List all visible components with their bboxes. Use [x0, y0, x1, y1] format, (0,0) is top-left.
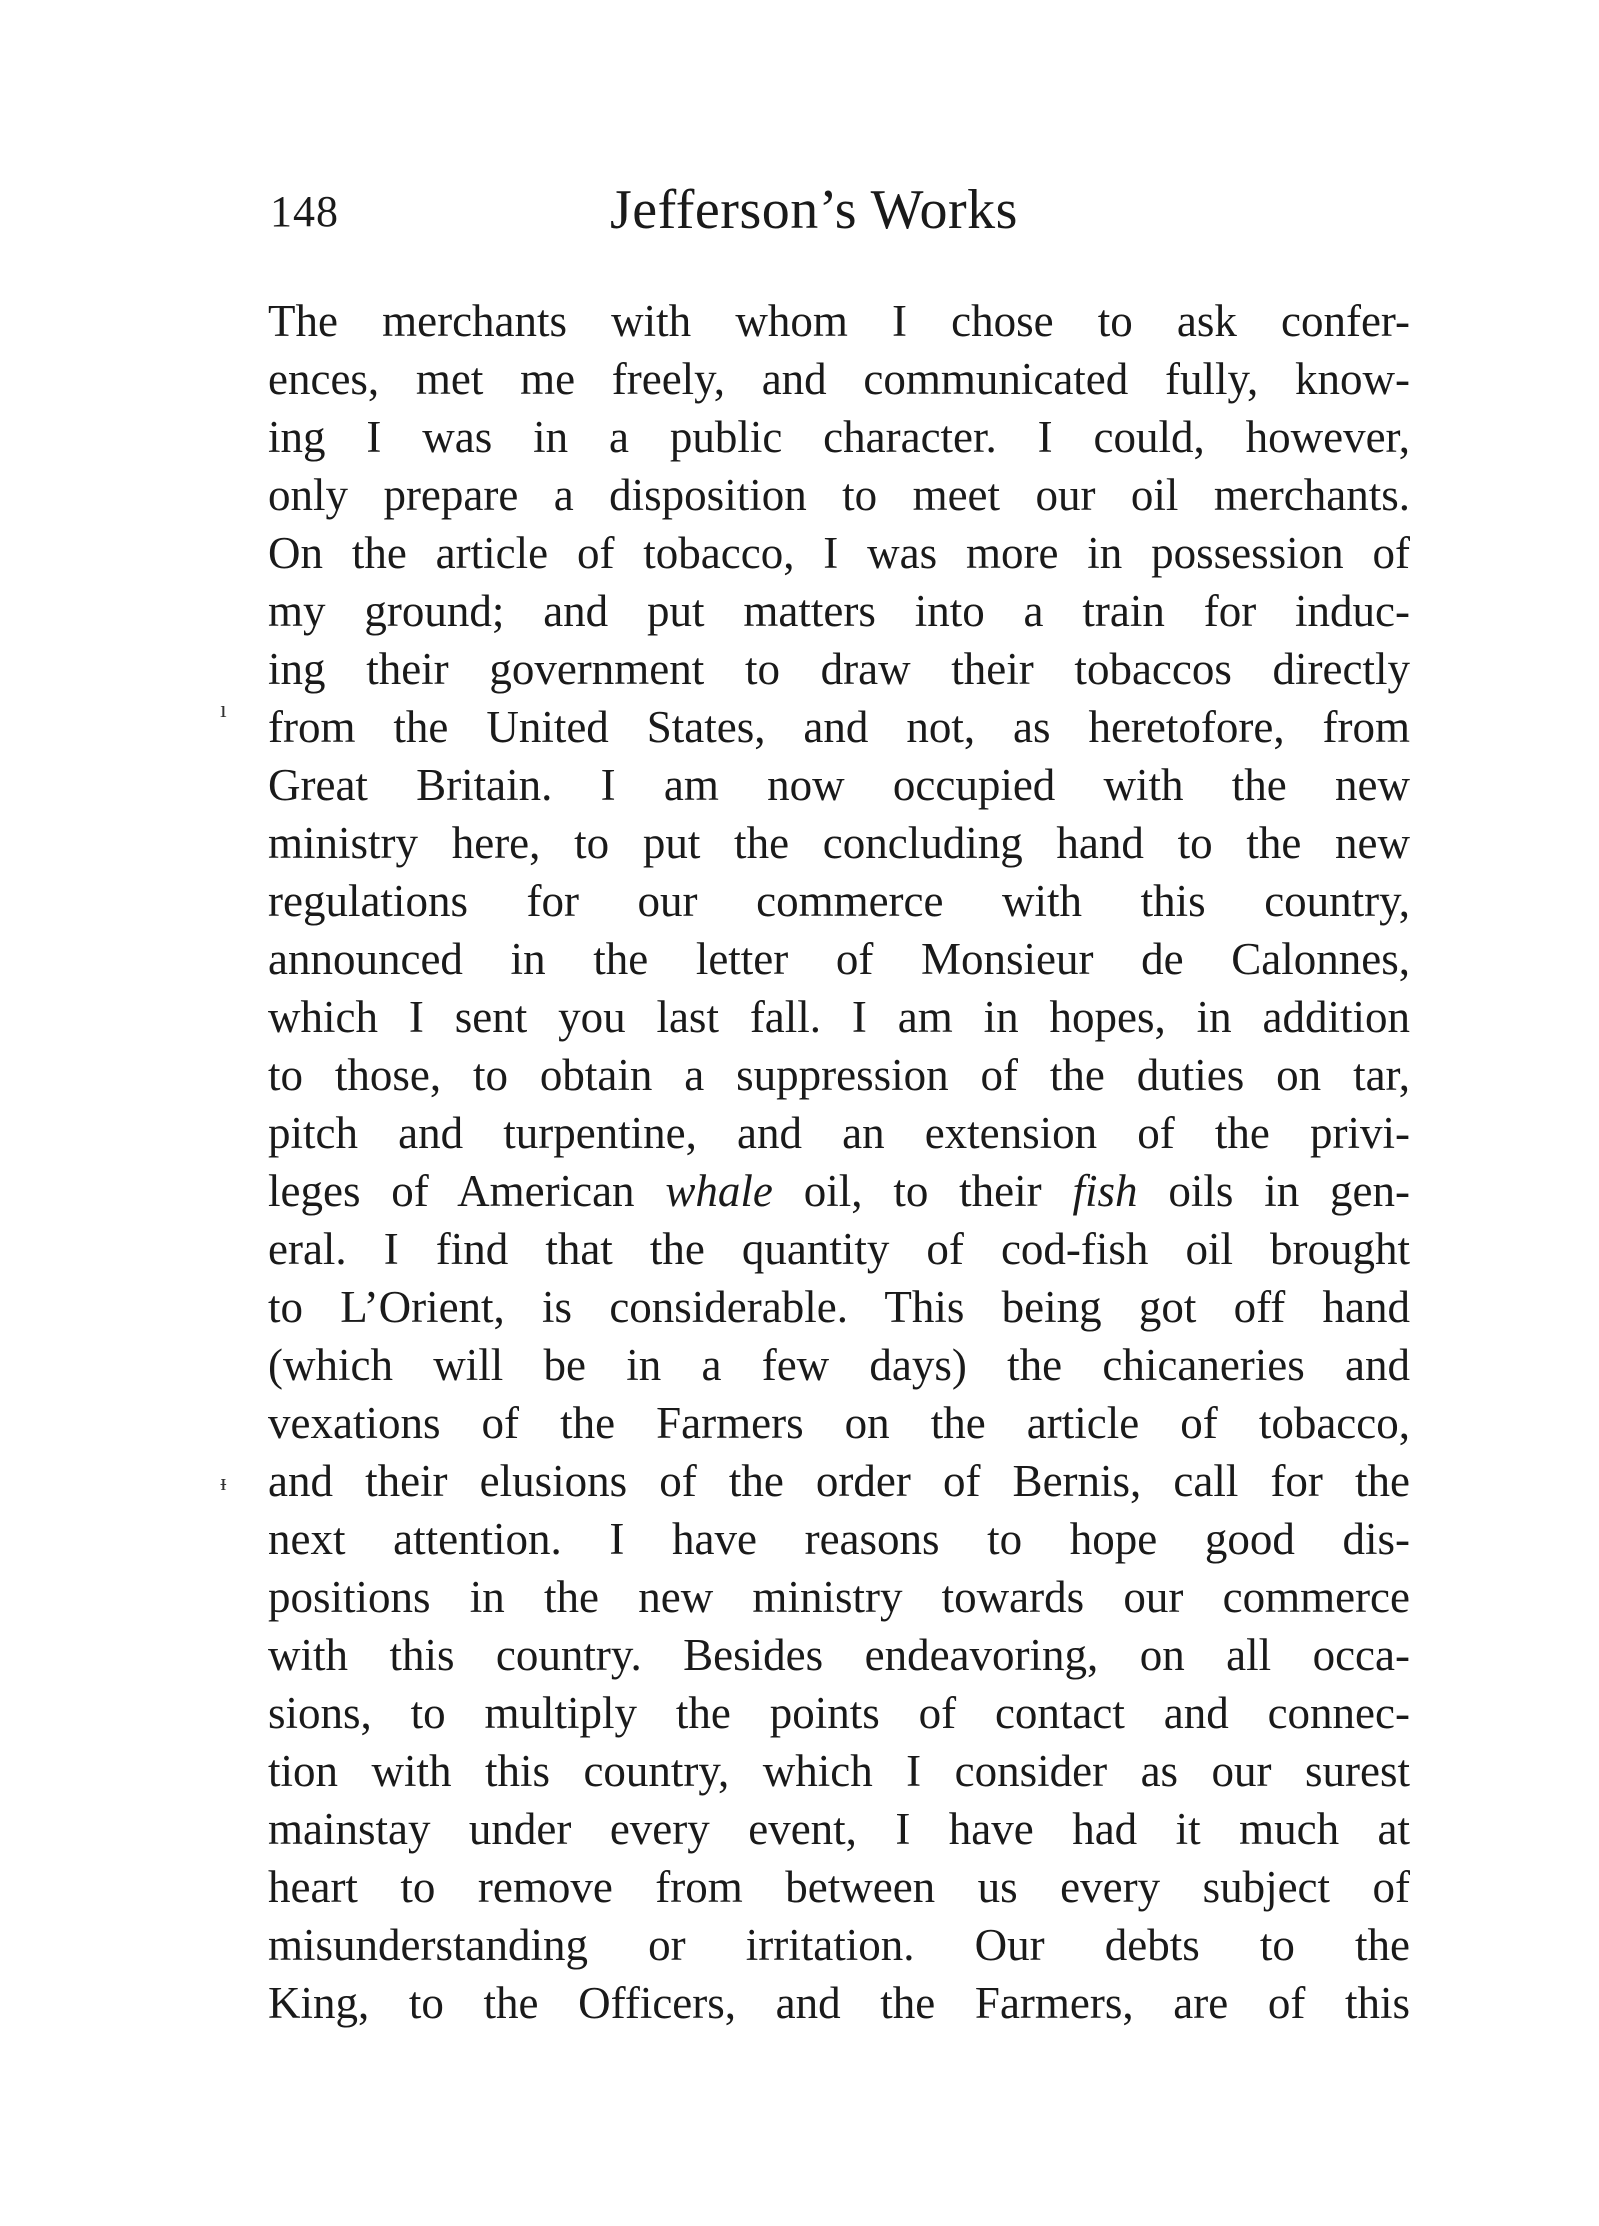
text-line: vexations of the Farmers on the article of tobacco, — [268, 1398, 1410, 1448]
text-line: my ground; and put matters into a train for induc- — [268, 586, 1410, 636]
text-line: regulations for our commerce with this country, — [268, 876, 1410, 926]
text-line: ing I was in a public character. I could, however, — [268, 412, 1410, 462]
text-line: positions in the new ministry towards our commerce — [268, 1572, 1410, 1622]
text-line: misunderstanding or irritation. Our debts to the — [268, 1920, 1410, 1970]
text-line-italic — [268, 1162, 1410, 1220]
text-line: King, to the Officers, and the Farmers, are of this — [268, 1978, 1410, 2028]
text-line: next attention. I have reasons to hope good dis- — [268, 1514, 1410, 1564]
page-number: 148 — [270, 187, 339, 236]
text-run: oil, to their — [772, 1166, 1073, 1216]
text-line: with this country. Besides endeavoring, on all occa- — [268, 1630, 1410, 1680]
italic-word-whale: whale — [665, 1166, 773, 1216]
text-line: to those, to obtain a suppression of the duties on tar, — [268, 1050, 1410, 1100]
text-line: The merchants with whom I chose to ask confer- — [268, 296, 1410, 346]
margin-mark: ı — [220, 697, 227, 723]
text-line: tion with this country, which I consider as our surest — [268, 1746, 1410, 1796]
text-line: heart to remove from between us every subject of — [268, 1862, 1410, 1912]
text-line: only prepare a disposition to meet our oil merchants. — [268, 470, 1410, 520]
running-head — [270, 178, 1410, 248]
text-line: from the United States, and not, as heretofore, from — [268, 702, 1410, 752]
text-line: sions, to multiply the points of contact and connec- — [268, 1688, 1410, 1738]
text-line: Great Britain. I am now occupied with the new — [268, 760, 1410, 810]
text-line: ing their government to draw their tobaccos directly — [268, 644, 1410, 694]
italic-word-fish: fish — [1072, 1166, 1138, 1216]
text-line: mainstay under every event, I have had it much at — [268, 1804, 1410, 1854]
text-line: (which will be in a few days) the chicaneries and — [268, 1340, 1410, 1390]
text-line: ministry here, to put the concluding hand to the new — [268, 818, 1410, 868]
text-line: and their elusions of the order of Bernis, call for the — [268, 1456, 1410, 1506]
text-line: to L’Orient, is considerable. This being got off hand — [268, 1282, 1410, 1332]
text-line: eral. I find that the quantity of cod-fish oil brought — [268, 1224, 1410, 1274]
running-title: Jefferson’s Works — [610, 179, 1018, 241]
text-line: ences, met me freely, and communicated fully, know- — [268, 354, 1410, 404]
text-line: which I sent you last fall. I am in hopes, in addition — [268, 992, 1410, 1042]
body-text — [268, 292, 1410, 2032]
text-run: leges of American — [268, 1166, 666, 1216]
text-line: On the article of tobacco, I was more in possession of — [268, 528, 1410, 578]
text-run: oils in gen- — [1137, 1166, 1410, 1216]
text-line: pitch and turpentine, and an extension of the privi- — [268, 1108, 1410, 1158]
margin-mark: ᵻ — [220, 1470, 227, 1496]
text-line: announced in the letter of Monsieur de Calonnes, — [268, 934, 1410, 984]
